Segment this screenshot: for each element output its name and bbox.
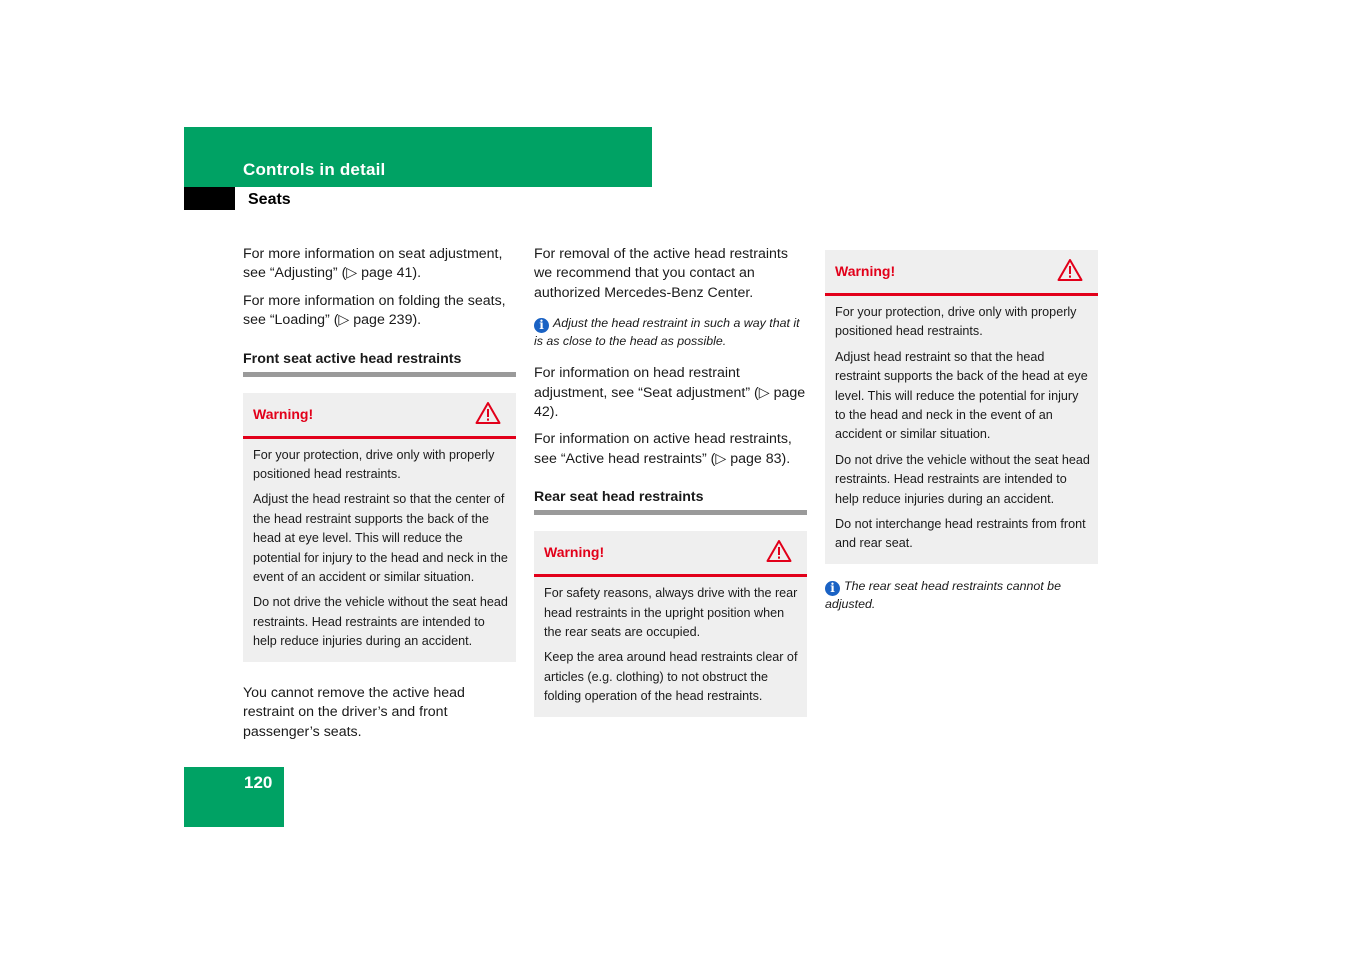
page-number-band xyxy=(184,767,284,827)
info-icon: i xyxy=(534,318,549,333)
warning-box xyxy=(534,531,807,716)
warning-paragraph: Do not drive the vehicle without the seat head restraints. Head restraints are intended to help reduce injuries during an accident. xyxy=(253,595,508,649)
intro-paragraph: For more information on seat adjustment, see “Adjusting” (▷ page 41). xyxy=(243,246,503,282)
warning-triangle-icon xyxy=(1057,258,1083,282)
column-3 xyxy=(825,250,1098,627)
body-paragraph: You cannot remove the active head restraint on the driver’s and front passenger’s seats. xyxy=(243,684,465,740)
warning-paragraph: Keep the area around head restraints clear of articles (e.g. clothing) to not obstruct the folding operation of the head restraints. xyxy=(544,650,798,704)
info-icon: i xyxy=(825,581,840,596)
warning-box xyxy=(825,250,1098,564)
warning-label: Warning! xyxy=(544,544,605,561)
chapter-title: Controls in detail xyxy=(243,160,386,179)
warning-header xyxy=(825,250,1098,296)
warning-body xyxy=(825,296,1098,554)
warning-paragraph: For your protection, drive only with properly positioned head restraints. xyxy=(253,447,495,482)
warning-header xyxy=(534,531,807,577)
warning-paragraph: Adjust head restraint so that the head restraint supports the back of the head at eye level. This will reduce the potential for injury to the head and neck in the event of an accident or similar situation. xyxy=(835,349,1088,442)
warning-paragraph: For your protection, drive only with properly positioned head restraints. xyxy=(835,305,1077,339)
warning-body xyxy=(534,577,807,706)
warning-header xyxy=(243,393,516,439)
body-paragraph: For information on head restraint adjustment, see “Seat adjustment” (▷ page 42). xyxy=(534,365,806,421)
warning-triangle-icon xyxy=(766,539,792,563)
body-paragraph: For information on active head restraints, see “Active head restraints” (▷ page 83). xyxy=(534,431,792,467)
rear-head-restraints-heading: Rear seat head restraints xyxy=(534,489,807,515)
warning-box xyxy=(243,393,516,662)
warning-label: Warning! xyxy=(253,405,314,422)
page-number: 120 xyxy=(244,773,273,792)
warning-body xyxy=(243,439,516,652)
info-text: Adjust the head restraint in such a way that it is as close to the head as possible. xyxy=(534,316,800,349)
section-marker xyxy=(184,187,235,210)
warning-paragraph: For safety reasons, always drive with the rear head restraints in the upright position when the rear seats are occupied. xyxy=(544,586,798,640)
warning-paragraph: Adjust the head restraint so that the center of the head restraint supports the back of the head at eye level. This will reduce the potential for injury to the head and neck in the event of an accident or similar situation. xyxy=(253,492,508,585)
info-note xyxy=(825,578,1098,613)
warning-label: Warning! xyxy=(835,263,896,279)
info-note xyxy=(534,315,807,350)
warning-triangle-icon xyxy=(475,401,501,425)
section-title: Seats xyxy=(248,191,291,208)
info-text: The rear seat head restraints cannot be adjusted. xyxy=(825,578,1061,611)
front-head-restraints-heading: Front seat active head restraints xyxy=(243,351,516,377)
intro-paragraph: For more information on folding the seats, see “Loading” (▷ page 239). xyxy=(243,292,506,329)
warning-paragraph: Do not drive the vehicle without the seat head restraints. Head restraints are intended to help reduce injuries during an accident. xyxy=(835,452,1090,506)
body-paragraph: For removal of the active head restraints we recommend that you contact an authorized Mercedes-Benz Center. xyxy=(534,246,788,301)
column-1 xyxy=(243,245,516,750)
warning-paragraph: Do not interchange head restraints from front and rear seat. xyxy=(835,517,1086,551)
column-2 xyxy=(534,245,807,739)
chapter-header-band xyxy=(184,127,652,187)
